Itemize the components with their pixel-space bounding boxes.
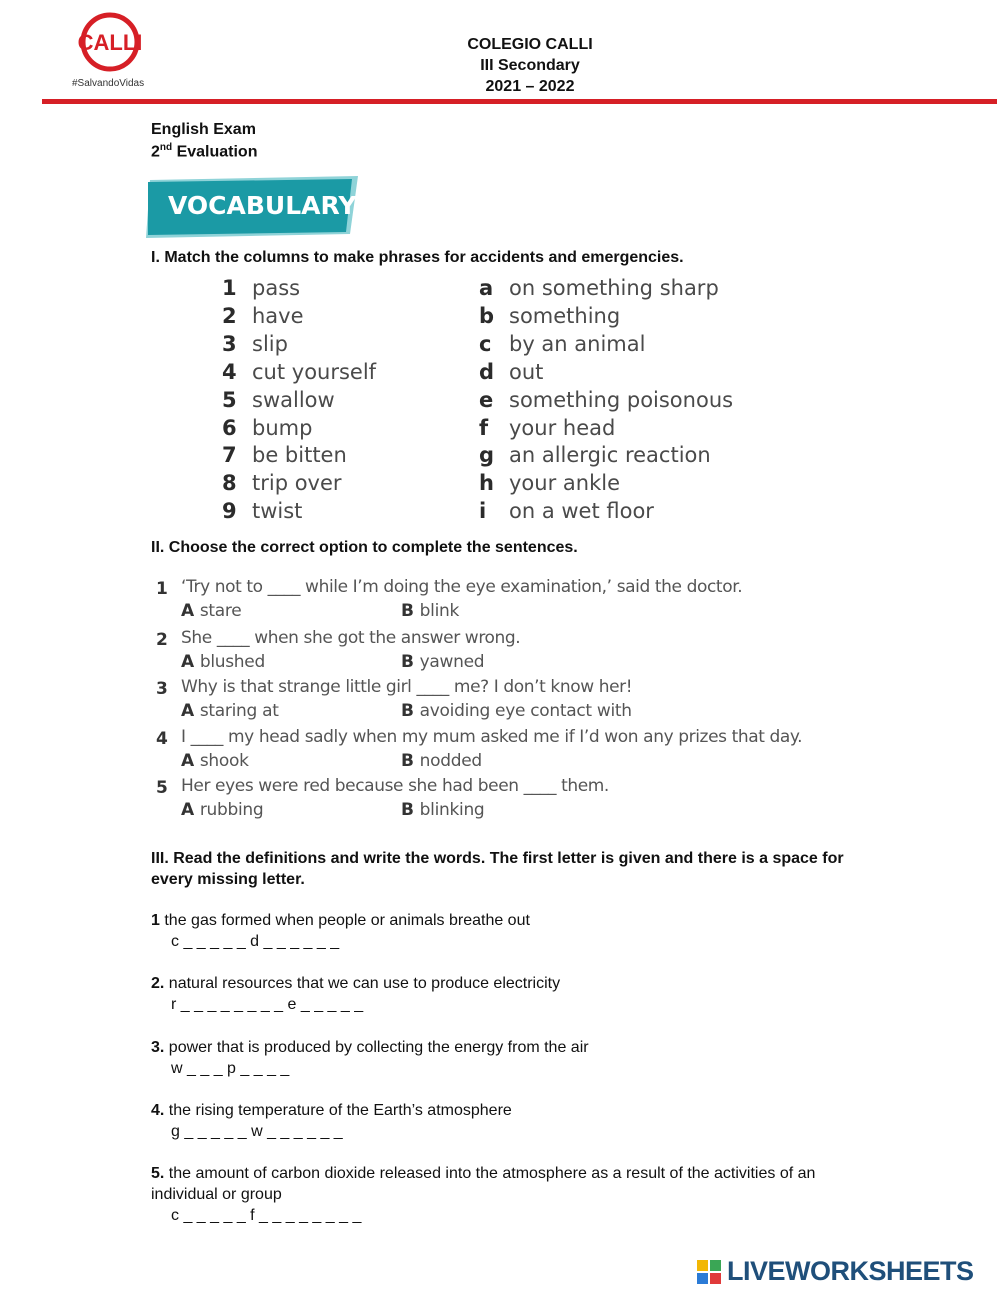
section1-heading: I. Match the columns to make phrases for accidents and emergencies. xyxy=(151,249,684,266)
match-phrase: have xyxy=(252,303,304,328)
option-b xyxy=(401,601,459,621)
match-phrase: on a wet floor xyxy=(509,499,654,524)
match-phrase: cut yourself xyxy=(252,359,377,384)
definition-item xyxy=(151,1163,851,1226)
option-a xyxy=(181,800,263,820)
definition-item xyxy=(151,973,851,1015)
match-letter: h xyxy=(479,471,494,496)
option-b-letter: B xyxy=(401,800,414,820)
option-a-letter: A xyxy=(181,701,194,721)
answer-blanks: g _ _ _ _ _ w _ _ _ _ _ _ xyxy=(171,1123,343,1140)
match-phrase: an allergic reaction xyxy=(509,443,711,468)
match-letter: g xyxy=(479,443,495,468)
match-letter: f xyxy=(479,415,489,440)
match-phrase: on something sharp xyxy=(509,276,719,300)
vocabulary-banner xyxy=(146,176,358,238)
question-number: 2 xyxy=(156,630,168,650)
match-phrase: something poisonous xyxy=(509,387,734,412)
definition-item xyxy=(151,1100,851,1142)
option-a-letter: A xyxy=(181,751,194,771)
option-a-text: rubbing xyxy=(199,800,264,820)
match-letter: c xyxy=(479,331,492,356)
match-number: 9 xyxy=(222,499,237,524)
definition-text: the gas formed when people or animals breathe out xyxy=(164,912,530,929)
exam-title: English Exam xyxy=(151,121,256,138)
answer-blanks: c _ _ _ _ _ f _ _ _ _ _ _ _ _ xyxy=(171,1207,362,1224)
definition-number: 2. xyxy=(151,975,165,992)
question-text: Her eyes were red because she had been ____ them. xyxy=(181,776,609,796)
match-number: 2 xyxy=(222,303,237,328)
brand-text: LIVEWORKSHEETS xyxy=(727,1256,974,1286)
question-text: I ____ my head sadly when my mum asked me if I’d won any prizes that day. xyxy=(181,727,803,747)
question-number: 1 xyxy=(156,579,168,599)
option-a-letter: A xyxy=(181,800,194,820)
school-logo xyxy=(76,12,144,72)
match-number: 3 xyxy=(222,331,237,356)
match-number: 8 xyxy=(222,471,237,496)
section3-heading: III. Read the definitions and write the words. The first letter is given and there is a space for every missing letter. xyxy=(151,850,844,888)
option-a xyxy=(181,601,241,621)
option-a xyxy=(181,652,265,672)
option-b xyxy=(401,751,482,771)
definition-text: the rising temperature of the Earth’s atmosphere xyxy=(168,1102,512,1119)
definition-number: 5. xyxy=(151,1165,165,1182)
match-phrase: your head xyxy=(509,415,616,440)
liveworksheets-logo-icon xyxy=(697,1260,721,1284)
answer-blanks: r _ _ _ _ _ _ _ _ e _ _ _ _ _ xyxy=(171,996,364,1013)
definition-item xyxy=(151,910,851,952)
option-a-letter: A xyxy=(181,601,194,621)
option-a-text: stare xyxy=(199,601,242,621)
option-a-text: shook xyxy=(199,751,249,771)
definition-text: natural resources that we can use to produce electricity xyxy=(168,975,561,992)
vocabulary-banner-label: VOCABULARY xyxy=(168,191,357,220)
match-number: 4 xyxy=(222,359,237,384)
option-a xyxy=(181,701,279,721)
option-b-text: blink xyxy=(419,601,460,621)
definition-number: 1 xyxy=(151,912,160,929)
option-b-letter: B xyxy=(401,751,414,771)
question-text: ‘Try not to ____ while I’m doing the eye examination,’ said the doctor. xyxy=(181,577,743,597)
option-b xyxy=(401,701,632,721)
option-a-text: staring at xyxy=(199,701,279,721)
exam-evaluation: 2nd Evaluation xyxy=(151,142,258,161)
match-phrase: by an animal xyxy=(509,331,646,356)
school-name: COLEGIO CALLI xyxy=(467,36,593,53)
definition-number: 3. xyxy=(151,1039,165,1056)
match-phrase: twist xyxy=(252,499,303,524)
match-phrase: out xyxy=(509,359,544,384)
school-grade: III Secondary xyxy=(480,57,580,74)
match-phrase: your ankle xyxy=(509,471,620,496)
header-divider xyxy=(42,99,997,104)
match-phrase: swallow xyxy=(252,387,335,412)
question-text: She ____ when she got the answer wrong. xyxy=(181,628,521,648)
match-letter: b xyxy=(479,303,495,328)
option-a-text: blushed xyxy=(199,652,265,672)
definition-number: 4. xyxy=(151,1102,165,1119)
match-number: 7 xyxy=(222,443,237,468)
option-b xyxy=(401,800,484,820)
match-phrase: slip xyxy=(252,331,288,356)
match-letter: i xyxy=(479,499,487,524)
section2-heading: II. Choose the correct option to complete the sentences. xyxy=(151,539,578,556)
option-b-text: nodded xyxy=(419,751,482,771)
match-phrase: trip over xyxy=(252,471,342,496)
option-b-text: avoiding eye contact with xyxy=(419,701,632,721)
match-phrase: something xyxy=(509,303,621,328)
match-phrase: pass xyxy=(252,276,301,300)
definition-text: power that is produced by collecting the energy from the air xyxy=(168,1039,589,1056)
option-b-text: blinking xyxy=(419,800,485,820)
match-letter: a xyxy=(479,276,494,300)
option-b-letter: B xyxy=(401,601,414,621)
match-number: 6 xyxy=(222,415,237,440)
option-a-letter: A xyxy=(181,652,194,672)
definition-text: the amount of carbon dioxide released into the atmosphere as a result of the activities of an individual or group xyxy=(151,1165,816,1203)
match-letter: e xyxy=(479,387,494,412)
answer-blanks: c _ _ _ _ _ d _ _ _ _ _ _ xyxy=(171,933,340,950)
option-b-text: yawned xyxy=(419,652,485,672)
option-b-letter: B xyxy=(401,652,414,672)
question-number: 5 xyxy=(156,778,168,798)
option-b xyxy=(401,652,484,672)
match-number: 1 xyxy=(222,276,237,300)
match-phrase: be bitten xyxy=(252,443,347,468)
definition-item xyxy=(151,1037,851,1079)
match-number: 5 xyxy=(222,387,237,412)
option-b-letter: B xyxy=(401,701,414,721)
logo-text: CALLI xyxy=(77,30,143,55)
option-a xyxy=(181,751,249,771)
answer-blanks: w _ _ _ p _ _ _ _ xyxy=(171,1060,290,1077)
question-number: 4 xyxy=(156,729,168,749)
match-phrase: bump xyxy=(252,415,313,440)
logo-tagline: #SalvandoVidas xyxy=(72,78,145,89)
question-text: Why is that strange little girl ____ me? I don’t know her! xyxy=(181,677,633,697)
match-letter: d xyxy=(479,359,495,384)
question-number: 3 xyxy=(156,679,168,699)
school-year: 2021 – 2022 xyxy=(485,78,575,95)
